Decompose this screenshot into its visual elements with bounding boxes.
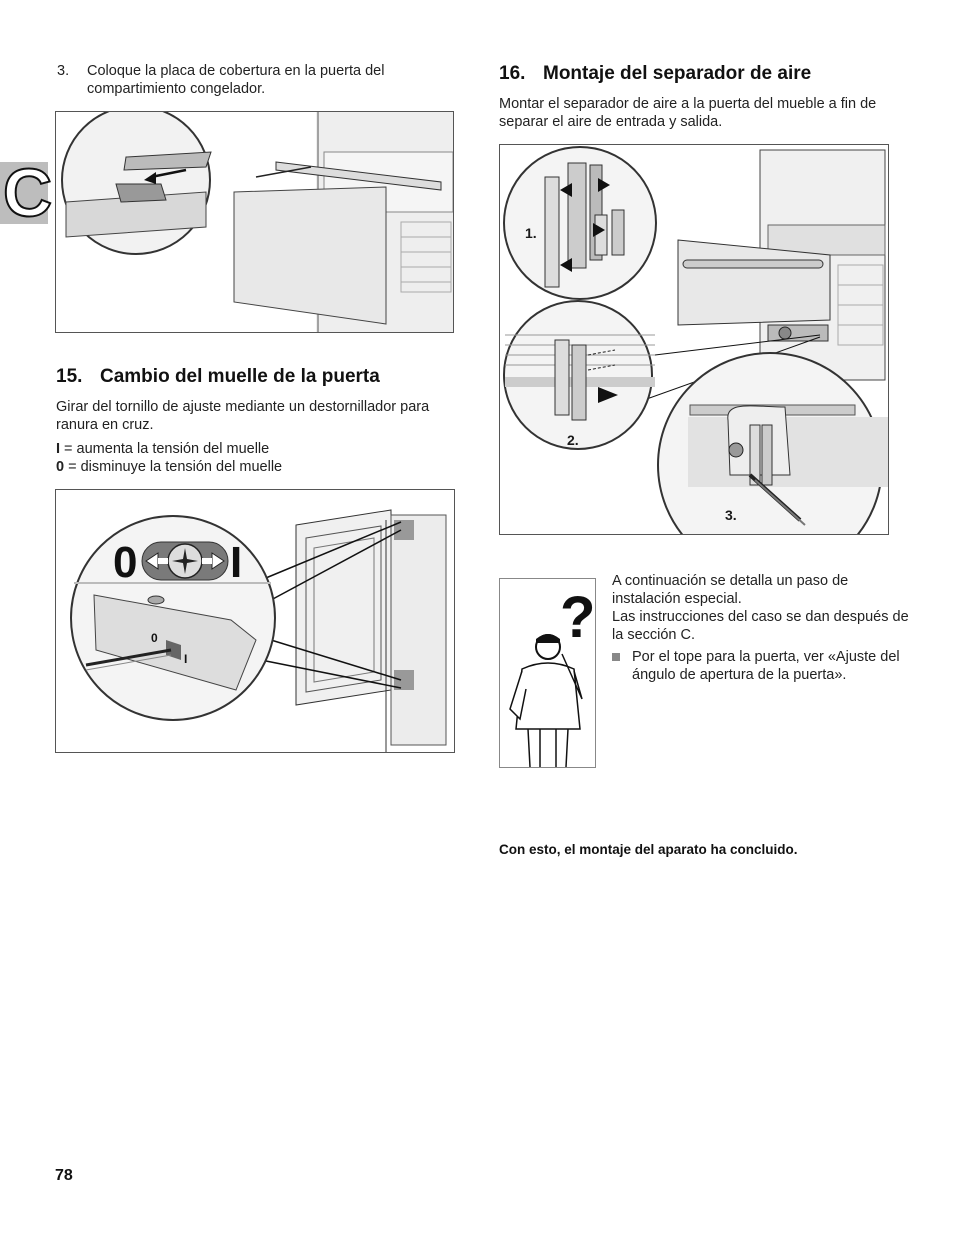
special-note-line-1: A continuación se detalla un paso de instalación especial. xyxy=(612,573,849,607)
door-spring-figure xyxy=(55,489,455,753)
cover-plate-figure xyxy=(55,111,454,333)
section-15-number: 15. xyxy=(56,366,83,387)
section-15-legend xyxy=(56,440,456,476)
section-15-intro: Girar del tornillo de ajuste mediante un destornillador para ranura en cruz. xyxy=(56,399,430,433)
figure-step-3: 3. xyxy=(725,507,737,523)
section-16-number: 16. xyxy=(499,63,526,84)
section-15-heading xyxy=(56,366,380,388)
section-tab-letter: C xyxy=(3,155,53,231)
figure-label-one: I xyxy=(230,538,243,587)
bullet-square-icon xyxy=(612,653,620,661)
figure-small-label-zero: 0 xyxy=(151,631,158,645)
step-3 xyxy=(57,62,457,98)
special-note-illustration xyxy=(499,578,596,768)
section-tab xyxy=(0,155,53,231)
section-16-title: Montaje del separador de aire xyxy=(543,63,812,84)
air-separator-figure xyxy=(499,144,889,535)
step-3-number: 3. xyxy=(57,63,70,79)
section-15-title: Cambio del muelle de la puerta xyxy=(100,366,380,387)
conclusion-text: Con esto, el montaje del aparato ha concluido. xyxy=(499,842,798,857)
section-16-heading xyxy=(499,63,811,85)
step-3-text: Coloque la placa de cobertura en la puerta del compartimiento congelador. xyxy=(87,63,385,97)
svg-text:?: ? xyxy=(560,585,595,650)
special-note-line-2: Las instrucciones del caso se dan después de la sección C. xyxy=(612,609,909,643)
section-16-intro: Montar el separador de aire a la puerta del mueble a fin de separar el aire de entrada y salida. xyxy=(499,96,877,130)
figure-label-zero: 0 xyxy=(113,538,138,587)
figure-small-label-one: I xyxy=(184,652,188,666)
figure-step-2: 2. xyxy=(567,432,579,448)
page-number: 78 xyxy=(55,1167,73,1184)
legend-item-decrease: 0 = disminuye la tensión del muelle xyxy=(56,459,283,475)
special-note-bullet-text: Por el tope para la puerta, ver «Ajuste del ángulo de apertura de la puerta». xyxy=(632,649,900,683)
special-note-text xyxy=(612,572,912,684)
figure-step-1: 1. xyxy=(525,225,537,241)
special-note-bullet xyxy=(612,648,912,684)
legend-item-increase: I = aumenta la tensión del muelle xyxy=(56,441,270,457)
